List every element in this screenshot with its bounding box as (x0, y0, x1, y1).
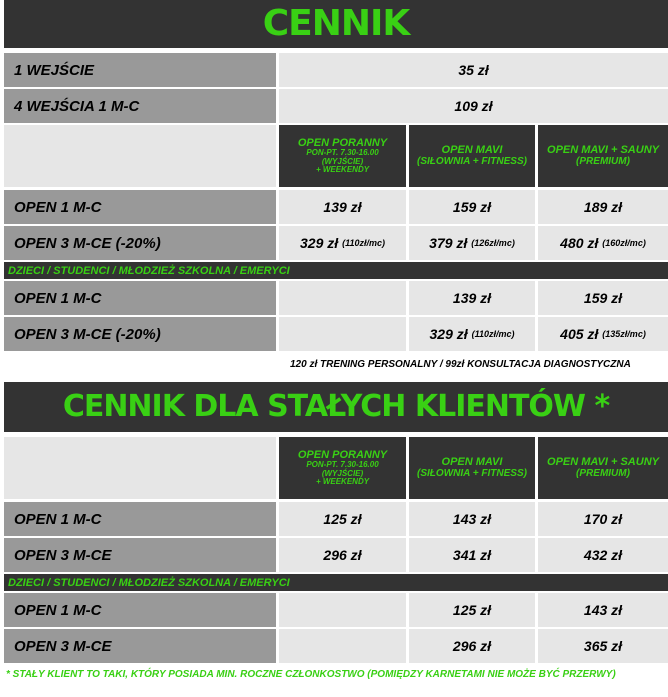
col-header-sub: (SIŁOWNIA + FITNESS) (417, 155, 527, 167)
col-header-sub: (PREMIUM) (576, 155, 630, 167)
row-label-4-wejscia: 4 WEJŚCIA 1 M-C (4, 89, 276, 123)
col-header-title: OPEN MAVI (441, 455, 503, 468)
price-cell: 139 zł (279, 190, 406, 224)
header-spacer (4, 125, 276, 187)
price-cell: 159 zł (538, 281, 668, 315)
extra-services-note: 120 zł TRENING PERSONALNY / 99zł KONSULTACJA DIAGNOSTYCZNA (290, 359, 631, 370)
price-value: 329 zł (300, 235, 339, 251)
col-header-open-mavi (409, 125, 535, 187)
page-title: CENNIK (4, 0, 668, 48)
col-header-title: OPEN PORANNY (297, 136, 388, 149)
price-value: 379 zł (429, 235, 468, 251)
row-label-1-wejscie: 1 WEJŚCIE (4, 53, 276, 87)
col-header-title: OPEN MAVI (441, 143, 503, 156)
price-value: 480 zł (560, 235, 599, 251)
col-header-open-mavi-sauny (538, 437, 668, 499)
empty-cell (279, 317, 406, 351)
col-header-open-mavi-sauny (538, 125, 668, 187)
col-header-sub: (WYJŚCIE) (321, 468, 364, 478)
col-header-sub: PON-PT. 7.30-16.00 (306, 460, 379, 470)
empty-cell (279, 281, 406, 315)
row-label-open-3mce: OPEN 3 M-CE (4, 629, 276, 663)
row-label-open-1mc: OPEN 1 M-C (4, 190, 276, 224)
col-header-sub: + WEEKENDY (315, 476, 370, 486)
price-monthly: (110zł/mc) (342, 238, 385, 248)
price-monthly: (160zł/mc) (602, 238, 646, 248)
col-header-open-poranny (279, 437, 406, 499)
col-header-sub: (WYJŚCIE) (321, 156, 364, 166)
col-header-sub: + WEEKENDY (315, 164, 370, 174)
discount-subheader: DZIECI / STUDENCI / MŁODZIEŻ SZKOLNA / EMERYCI (4, 574, 668, 591)
price-cell: 159 zł (409, 190, 535, 224)
price-cell (409, 226, 535, 260)
price-cell: 296 zł (409, 629, 535, 663)
price-cell (279, 226, 406, 260)
col-header-title: OPEN PORANNY (297, 448, 388, 461)
price-1-wejscie: 35 zł (279, 53, 668, 87)
price-value: 405 zł (560, 326, 599, 342)
price-cell: 365 zł (538, 629, 668, 663)
price-monthly: (135zł/mc) (602, 329, 646, 339)
header-spacer (4, 437, 276, 499)
discount-subheader: DZIECI / STUDENCI / MŁODZIEŻ SZKOLNA / EMERYCI (4, 262, 668, 279)
col-header-sub: (PREMIUM) (576, 467, 630, 479)
col-header-open-poranny (279, 125, 406, 187)
price-cell: 189 zł (538, 190, 668, 224)
price-cell: 432 zł (538, 538, 668, 572)
price-cell: 139 zł (409, 281, 535, 315)
price-cell: 170 zł (538, 502, 668, 536)
col-header-sub: (SIŁOWNIA + FITNESS) (417, 467, 527, 479)
price-value: 329 zł (429, 326, 468, 342)
footnote: * STAŁY KLIENT TO TAKI, KTÓRY POSIADA MIN. ROCZNE CZŁONKOSTWO (POMIĘDZY KARNETAMI NIE MOŻE BYĆ PRZERWY) (6, 669, 616, 680)
row-label-open-3mce: OPEN 3 M-CE (-20%) (4, 226, 276, 260)
empty-cell (279, 629, 406, 663)
row-label-open-1mc: OPEN 1 M-C (4, 281, 276, 315)
price-cell: 143 zł (409, 502, 535, 536)
price-monthly: (126zł/mc) (471, 238, 515, 248)
price-cell: 125 zł (409, 593, 535, 627)
price-cell: 125 zł (279, 502, 406, 536)
price-cell (409, 317, 535, 351)
col-header-sub: PON-PT. 7.30-16.00 (306, 148, 379, 158)
price-4-wejscia: 109 zł (279, 89, 668, 123)
row-label-open-1mc: OPEN 1 M-C (4, 502, 276, 536)
col-header-title: OPEN MAVI + SAUNY (547, 143, 659, 156)
col-header-open-mavi (409, 437, 535, 499)
price-cell (538, 226, 668, 260)
price-cell: 296 zł (279, 538, 406, 572)
price-cell (538, 317, 668, 351)
price-monthly: (110zł/mc) (471, 329, 515, 339)
row-label-open-3mce: OPEN 3 M-CE (4, 538, 276, 572)
section-title-regular-clients: CENNIK DLA STAŁYCH KLIENTÓW * (4, 382, 668, 432)
price-cell: 143 zł (538, 593, 668, 627)
row-label-open-3mce: OPEN 3 M-CE (-20%) (4, 317, 276, 351)
row-label-open-1mc: OPEN 1 M-C (4, 593, 276, 627)
empty-cell (279, 593, 406, 627)
price-cell: 341 zł (409, 538, 535, 572)
col-header-title: OPEN MAVI + SAUNY (547, 455, 659, 468)
